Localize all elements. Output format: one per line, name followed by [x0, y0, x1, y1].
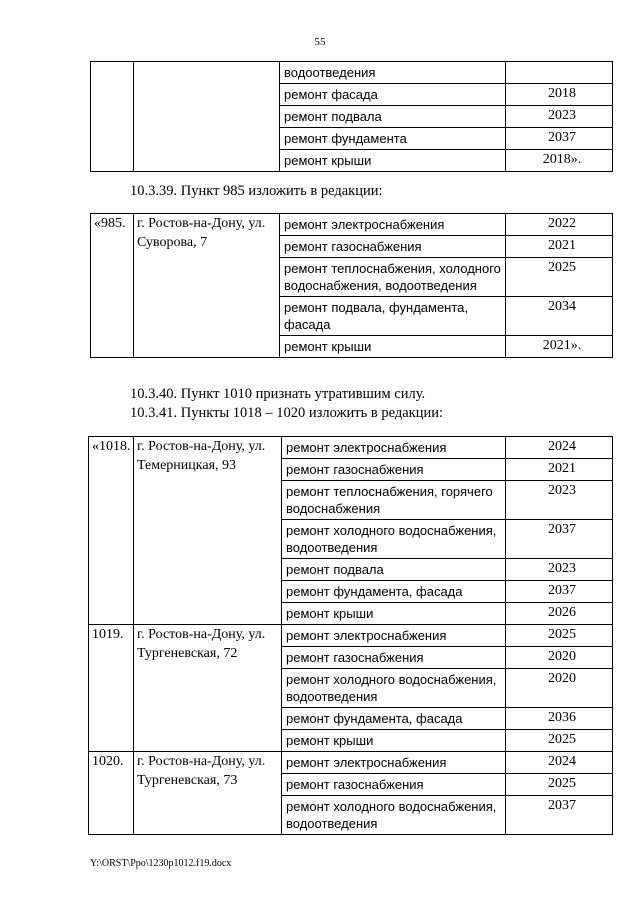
year-cell: 2036: [506, 708, 613, 730]
table-items-1018-1020: [88, 436, 613, 835]
number-cell: «1018.: [89, 437, 134, 625]
year-cell: 2025: [506, 730, 613, 752]
year-cell: 2018: [506, 84, 613, 106]
address-cell: г. Ростов-на-Дону, ул. Тургеневская, 73: [134, 752, 282, 835]
year-cell: 2024: [506, 752, 613, 774]
year-cell: 2037: [506, 796, 613, 835]
work-cell: ремонт газоснабжения: [282, 774, 506, 796]
work-cell: ремонт электроснабжения: [280, 214, 506, 236]
work-cell: ремонт газоснабжения: [282, 459, 506, 481]
work-cell: ремонт крыши: [282, 730, 506, 752]
work-cell: ремонт газоснабжения: [282, 647, 506, 669]
work-cell: ремонт фундамента: [280, 128, 506, 150]
table-item-985: [90, 213, 613, 358]
year-cell: 2023: [506, 481, 613, 520]
year-cell: 2026: [506, 603, 613, 625]
paragraph-10-3-39: 10.3.39. Пункт 985 изложить в редакции:: [130, 183, 383, 199]
year-cell: 2020: [506, 669, 613, 708]
year-cell: 2020: [506, 647, 613, 669]
year-cell: 2037: [506, 520, 613, 559]
file-path-footer: Y:\ORST\Ppo\1230p1012.f19.docx: [90, 858, 232, 869]
address-cell: г. Ростов-на-Дону, ул. Тургеневская, 72: [134, 625, 282, 752]
work-cell: ремонт фундамента, фасада: [282, 581, 506, 603]
year-cell: 2025: [506, 258, 613, 297]
year-cell: 2034: [506, 297, 613, 336]
work-cell: ремонт электроснабжения: [282, 625, 506, 647]
year-cell: 2022: [506, 214, 613, 236]
year-cell: 2025: [506, 774, 613, 796]
number-cell: 1020.: [89, 752, 134, 835]
year-cell: 2021: [506, 236, 613, 258]
work-cell: ремонт фасада: [280, 84, 506, 106]
page-number: 55: [314, 36, 326, 48]
work-cell: водоотведения: [280, 62, 506, 84]
work-cell: ремонт подвала: [280, 106, 506, 128]
work-cell: ремонт крыши: [280, 336, 506, 358]
year-cell: 2023: [506, 559, 613, 581]
year-cell: 2024: [506, 437, 613, 459]
work-cell: ремонт теплоснабжения, горячего водоснабжения: [282, 481, 506, 520]
number-cell: [91, 62, 134, 172]
year-cell: 2037: [506, 581, 613, 603]
table-row: [89, 437, 613, 459]
year-cell: [506, 62, 613, 84]
paragraph-10-3-41: 10.3.41. Пункты 1018 – 1020 изложить в редакции:: [130, 405, 444, 421]
work-cell: ремонт крыши: [280, 150, 506, 172]
address-cell: г. Ростов-на-Дону, ул. Суворова, 7: [134, 214, 280, 358]
work-cell: ремонт холодного водоснабжения, водоотведения: [282, 669, 506, 708]
number-cell: «985.: [91, 214, 134, 358]
year-cell: 2037: [506, 128, 613, 150]
address-cell: [134, 62, 280, 172]
number-cell: 1019.: [89, 625, 134, 752]
work-cell: ремонт электроснабжения: [282, 437, 506, 459]
table-row: [91, 62, 613, 84]
work-cell: ремонт подвала, фундамента, фасада: [280, 297, 506, 336]
work-cell: ремонт газоснабжения: [280, 236, 506, 258]
address-cell: г. Ростов-на-Дону, ул. Темерницкая, 93: [134, 437, 282, 625]
year-cell: 2021: [506, 459, 613, 481]
work-cell: ремонт теплоснабжения, холодного водоснабжения, водоотведения: [280, 258, 506, 297]
work-cell: ремонт холодного водоснабжения, водоотведения: [282, 796, 506, 835]
year-cell: 2021».: [506, 336, 613, 358]
year-cell: 2018».: [506, 150, 613, 172]
work-cell: ремонт фундамента, фасада: [282, 708, 506, 730]
table-continuation: [90, 61, 613, 172]
table-row: [89, 752, 613, 774]
table-row: [91, 214, 613, 236]
work-cell: ремонт подвала: [282, 559, 506, 581]
work-cell: ремонт крыши: [282, 603, 506, 625]
work-cell: ремонт электроснабжения: [282, 752, 506, 774]
work-cell: ремонт холодного водоснабжения, водоотведения: [282, 520, 506, 559]
table-row: [89, 625, 613, 647]
paragraph-10-3-40: 10.3.40. Пункт 1010 признать утратившим силу.: [130, 386, 426, 402]
year-cell: 2025: [506, 625, 613, 647]
year-cell: 2023: [506, 106, 613, 128]
